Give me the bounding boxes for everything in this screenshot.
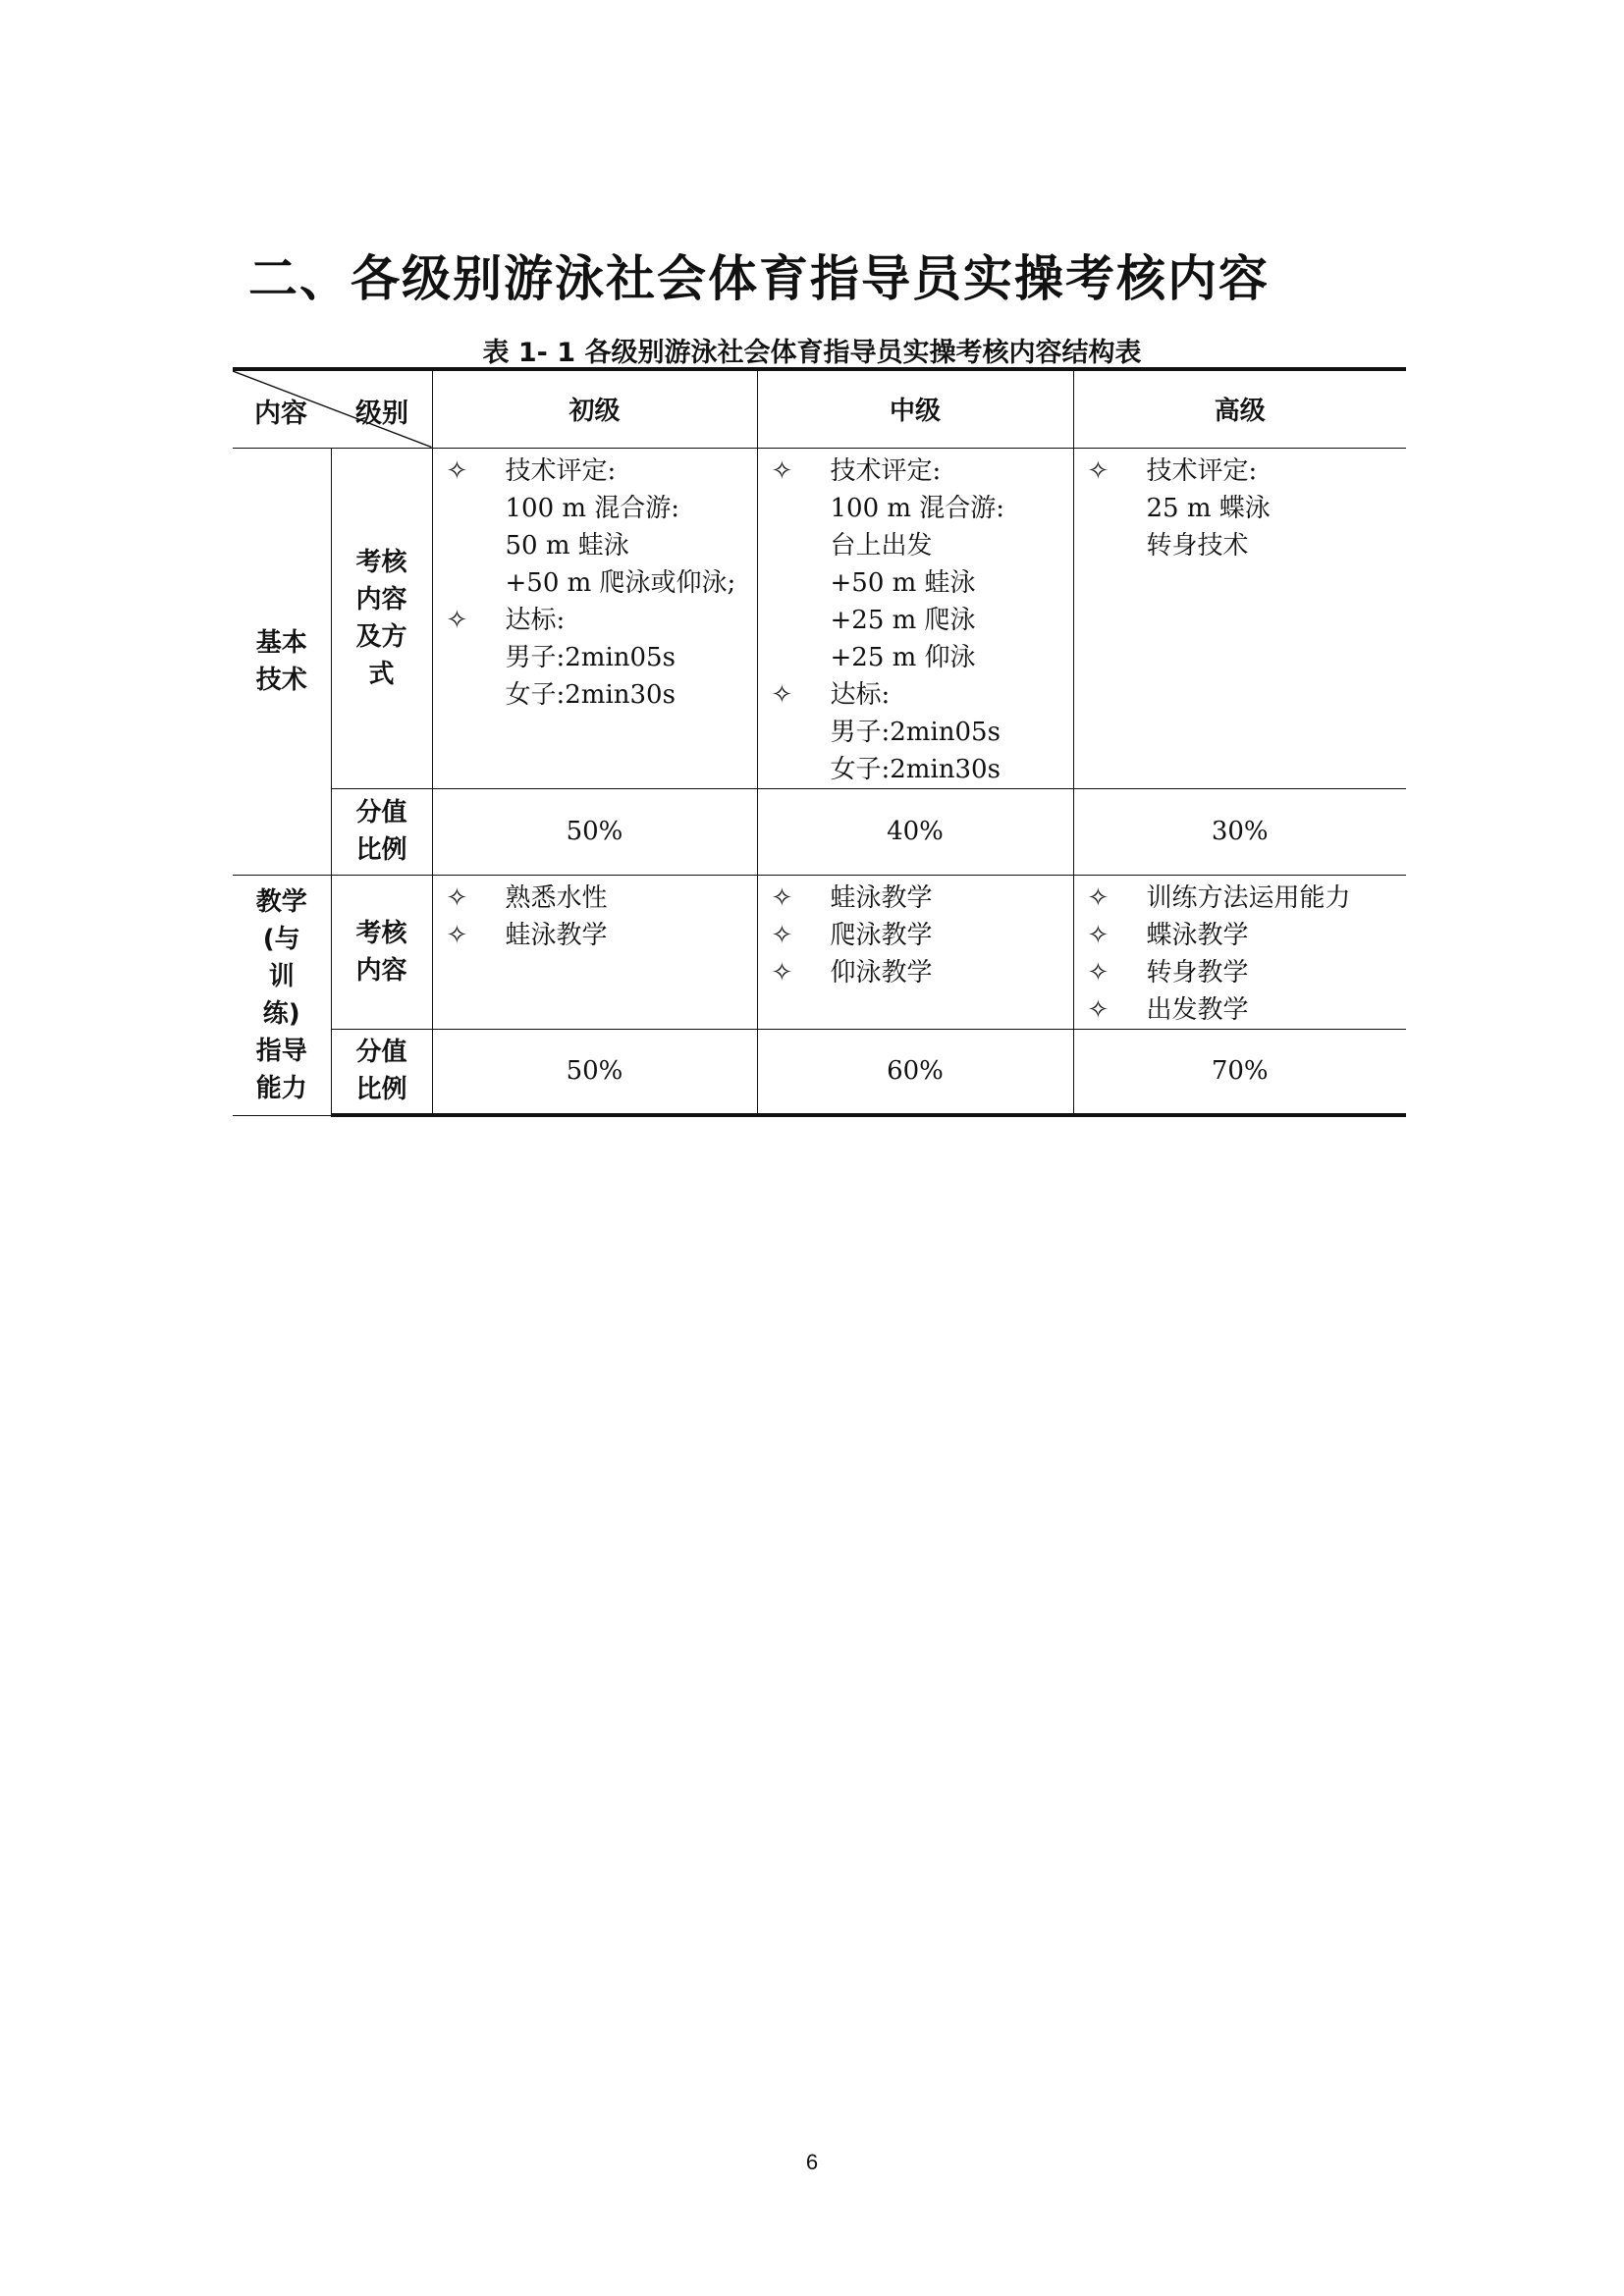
list-item-line: 转身教学 [1146, 957, 1249, 988]
diamond-bullet-icon: ✧ [771, 920, 793, 950]
list-item-text [831, 917, 933, 954]
list-item-line: 50 m 蛙泳 [505, 530, 629, 561]
teaching-junior-ratio: 50% [432, 1029, 757, 1115]
list-item [772, 676, 1073, 788]
list-item-line: 男子:2min05s [505, 642, 676, 672]
list-item-text [831, 954, 933, 991]
list-item [447, 880, 757, 917]
list-item-text [506, 880, 608, 917]
list-item [447, 453, 757, 602]
list-item [1088, 917, 1407, 954]
bullet-list [433, 876, 757, 954]
corner-header-cell [233, 369, 432, 448]
teaching-content-row [233, 875, 1406, 1029]
list-item-text [831, 676, 1001, 788]
list-item-text [1147, 880, 1351, 917]
list-item-text [831, 453, 1005, 676]
assessment-content-label: 考核 内容 [331, 875, 432, 1029]
diamond-bullet-icon: ✧ [771, 455, 793, 486]
list-item-text [506, 602, 676, 714]
list-item-line: 达标: [830, 679, 891, 710]
bullet-list [433, 449, 757, 714]
basic-senior-cell [1073, 448, 1406, 788]
list-item-line: 达标: [505, 605, 566, 635]
list-item-line: +25 m 爬泳 [830, 605, 976, 635]
teaching-intermediate-ratio: 60% [757, 1029, 1073, 1115]
list-item [447, 602, 757, 714]
basic-junior-ratio: 50% [432, 788, 757, 875]
list-item [772, 917, 1073, 954]
bullet-list [758, 449, 1073, 788]
score-ratio-label: 分值 比例 [331, 1029, 432, 1115]
list-item-text [1147, 954, 1249, 991]
diamond-bullet-icon: ✧ [446, 455, 468, 486]
teaching-intermediate-cell [757, 875, 1073, 1029]
level-header-senior: 高级 [1073, 369, 1406, 448]
list-item-line: 女子:2min30s [505, 679, 676, 710]
list-item-line: 技术评定: [1146, 455, 1258, 486]
corner-label-content: 内容 [254, 399, 307, 429]
assessment-table [233, 367, 1406, 1117]
basic-skills-content-row [233, 448, 1406, 788]
list-item-line: 女子:2min30s [830, 754, 1001, 784]
diamond-bullet-icon: ✧ [1087, 994, 1110, 1025]
diamond-bullet-icon: ✧ [446, 605, 468, 635]
list-item-text [831, 880, 933, 917]
basic-senior-ratio: 30% [1073, 788, 1406, 875]
list-item [1088, 991, 1407, 1029]
teaching-senior-ratio: 70% [1073, 1029, 1406, 1115]
page-number: 6 [805, 2150, 819, 2174]
list-item-line: 技术评定: [505, 455, 617, 486]
list-item-line: 技术评定: [830, 455, 942, 486]
diamond-bullet-icon: ✧ [771, 679, 793, 710]
list-item-line: +25 m 仰泳 [830, 642, 976, 672]
score-ratio-label: 分值 比例 [331, 788, 432, 875]
list-item-line: 熟悉水性 [505, 882, 608, 913]
diamond-bullet-icon: ✧ [1087, 957, 1110, 988]
table-caption: 表 1- 1 各级别游泳社会体育指导员实操考核内容结构表 [482, 338, 1142, 368]
bullet-list [1074, 876, 1407, 1029]
corner-label-level: 级别 [355, 399, 408, 429]
list-item [1088, 453, 1407, 564]
list-item-line: 蛙泳教学 [830, 882, 933, 913]
list-item-line: 25 m 蝶泳 [1146, 493, 1271, 523]
list-item [1088, 880, 1407, 917]
bullet-list [1074, 449, 1407, 564]
table-header-row [233, 369, 1406, 448]
list-item-line: 100 m 混合游: [505, 493, 680, 523]
teaching-ability-label: 教学 (与 训 练) 指导 能力 [233, 875, 331, 1115]
basic-intermediate-cell [757, 448, 1073, 788]
list-item-line: 台上出发 [830, 530, 933, 561]
basic-skills-label: 基本 技术 [233, 448, 331, 875]
teaching-ratio-row [233, 1029, 1406, 1115]
list-item [772, 453, 1073, 676]
basic-junior-cell [432, 448, 757, 788]
list-item-line: +50 m 爬泳或仰泳; [505, 567, 736, 598]
diamond-bullet-icon: ✧ [1087, 920, 1110, 950]
list-item-line: 100 m 混合游: [830, 493, 1005, 523]
list-item-text [1147, 991, 1249, 1029]
list-item-line: 男子:2min05s [830, 717, 1001, 747]
list-item [1088, 954, 1407, 991]
list-item-line: 仰泳教学 [830, 957, 933, 988]
list-item-line: 训练方法运用能力 [1146, 882, 1351, 913]
list-item [772, 880, 1073, 917]
list-item-text [506, 453, 736, 602]
list-item-line: 出发教学 [1146, 994, 1249, 1025]
level-header-junior: 初级 [432, 369, 757, 448]
list-item-text [506, 917, 608, 954]
level-header-intermediate: 中级 [757, 369, 1073, 448]
teaching-junior-cell [432, 875, 757, 1029]
list-item [772, 954, 1073, 991]
list-item-line: 转身技术 [1146, 530, 1249, 561]
assessment-method-label: 考核 内容 及方 式 [331, 448, 432, 788]
basic-skills-ratio-row [233, 788, 1406, 875]
diamond-bullet-icon: ✧ [1087, 455, 1110, 486]
list-item-line: +50 m 蛙泳 [830, 567, 976, 598]
diamond-bullet-icon: ✧ [1087, 882, 1110, 913]
list-item [447, 917, 757, 954]
section-heading: 二、各级别游泳社会体育指导员实操考核内容 [248, 250, 1270, 307]
teaching-senior-cell [1073, 875, 1406, 1029]
diamond-bullet-icon: ✧ [771, 882, 793, 913]
list-item-line: 爬泳教学 [830, 920, 933, 950]
list-item-text [1147, 453, 1271, 564]
bullet-list [758, 876, 1073, 991]
list-item-text [1147, 917, 1249, 954]
diamond-bullet-icon: ✧ [446, 882, 468, 913]
list-item-line: 蛙泳教学 [505, 920, 608, 950]
diamond-bullet-icon: ✧ [771, 957, 793, 988]
list-item-line: 蝶泳教学 [1146, 920, 1249, 950]
basic-intermediate-ratio: 40% [757, 788, 1073, 875]
diamond-bullet-icon: ✧ [446, 920, 468, 950]
